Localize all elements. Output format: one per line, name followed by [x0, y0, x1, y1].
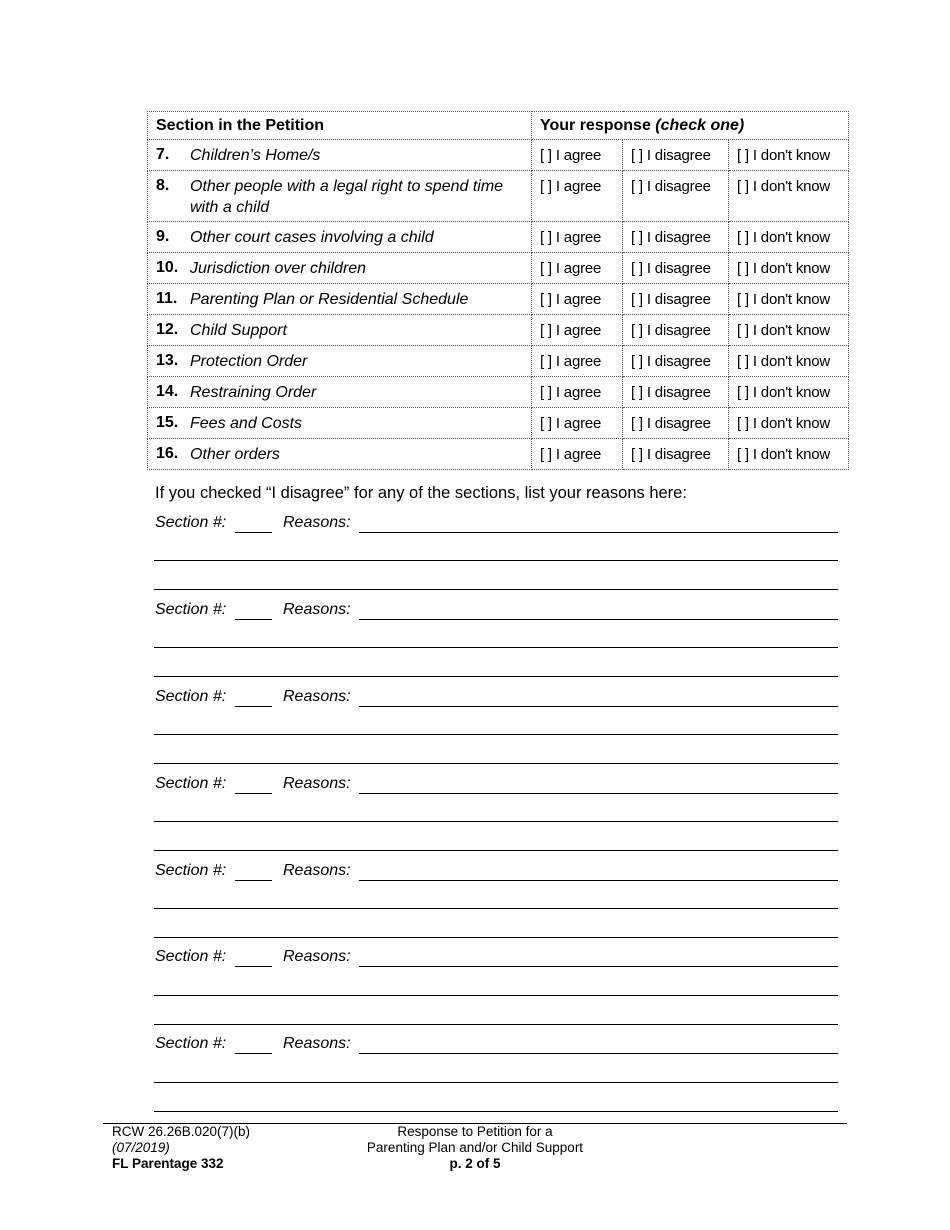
- dont-know-checkbox[interactable]: [ ] I don't know: [737, 322, 831, 339]
- disagree-checkbox[interactable]: [ ] I disagree: [631, 229, 711, 246]
- dont-know-checkbox[interactable]: [ ] I don't know: [737, 446, 831, 463]
- section-number-field[interactable]: [235, 604, 272, 620]
- reasons-label: Reasons:: [283, 1035, 351, 1052]
- section-title: Jurisdiction over children: [190, 260, 367, 277]
- sections-response-table: [147, 111, 849, 470]
- section-title: Children’s Home/s: [190, 147, 321, 164]
- disagree-checkbox[interactable]: [ ] I disagree: [631, 260, 711, 277]
- disagree-checkbox[interactable]: [ ] I disagree: [631, 446, 711, 463]
- disagree-checkbox[interactable]: [ ] I disagree: [631, 291, 711, 308]
- reasons-field[interactable]: [359, 517, 838, 533]
- agree-checkbox[interactable]: [ ] I agree: [540, 322, 602, 339]
- reasons-continuation-line[interactable]: [154, 574, 838, 590]
- footer-center: [345, 1124, 605, 1172]
- table-row: [148, 439, 849, 470]
- reasons-label: Reasons:: [283, 948, 351, 965]
- section-number: 7.: [156, 146, 170, 163]
- reasons-label: Reasons:: [283, 688, 351, 705]
- reasons-continuation-line[interactable]: [154, 1067, 838, 1083]
- reasons-continuation-line[interactable]: [154, 748, 838, 764]
- reasons-label: Reasons:: [283, 775, 351, 792]
- section-title: Other court cases involving a child: [190, 229, 434, 246]
- section-number-field[interactable]: [235, 691, 272, 707]
- reasons-continuation-line[interactable]: [154, 545, 838, 561]
- section-number-field[interactable]: [235, 1038, 272, 1054]
- reasons-field[interactable]: [359, 778, 838, 794]
- agree-checkbox[interactable]: [ ] I agree: [540, 446, 602, 463]
- footer-form-id: FL Parentage 332: [112, 1156, 224, 1171]
- section-number: 15.: [156, 414, 179, 431]
- table-row: [148, 315, 849, 346]
- agree-checkbox[interactable]: [ ] I agree: [540, 260, 602, 277]
- reasons-continuation-line[interactable]: [154, 806, 838, 822]
- section-title: Other people with a legal right to spend time with a child: [190, 178, 504, 216]
- section-number-field[interactable]: [235, 778, 272, 794]
- dont-know-checkbox[interactable]: [ ] I don't know: [737, 147, 831, 164]
- section-title: Restraining Order: [190, 384, 317, 401]
- table-row: [148, 408, 849, 439]
- agree-checkbox[interactable]: [ ] I agree: [540, 147, 602, 164]
- section-number: 12.: [156, 321, 179, 338]
- agree-checkbox[interactable]: [ ] I agree: [540, 291, 602, 308]
- reasons-continuation-line[interactable]: [154, 980, 838, 996]
- agree-checkbox[interactable]: [ ] I agree: [540, 178, 602, 195]
- reasons-label: Reasons:: [283, 514, 351, 531]
- footer-page-number: p. 2 of 5: [449, 1156, 501, 1171]
- dont-know-checkbox[interactable]: [ ] I don't know: [737, 353, 831, 370]
- section-title: Child Support: [190, 322, 287, 339]
- footer-title-line-1: Response to Petition for a: [397, 1124, 553, 1139]
- section-title: Protection Order: [190, 353, 308, 370]
- table-row: [148, 377, 849, 408]
- table-row: [148, 346, 849, 377]
- section-number-label: Section #:: [155, 862, 227, 879]
- dont-know-checkbox[interactable]: [ ] I don't know: [737, 260, 831, 277]
- section-number-label: Section #:: [155, 601, 227, 618]
- section-title: Fees and Costs: [190, 415, 303, 432]
- footer-date: (07/2019): [112, 1140, 170, 1155]
- section-number-field[interactable]: [235, 865, 272, 881]
- dont-know-checkbox[interactable]: [ ] I don't know: [737, 291, 831, 308]
- reasons-field[interactable]: [359, 1038, 838, 1054]
- agree-checkbox[interactable]: [ ] I agree: [540, 415, 602, 432]
- reasons-field[interactable]: [359, 604, 838, 620]
- dont-know-checkbox[interactable]: [ ] I don't know: [737, 229, 831, 246]
- section-number-label: Section #:: [155, 514, 227, 531]
- agree-checkbox[interactable]: [ ] I agree: [540, 229, 602, 246]
- footer-left: [112, 1124, 250, 1172]
- section-number-label: Section #:: [155, 1035, 227, 1052]
- section-number: 16.: [156, 445, 179, 462]
- section-number: 14.: [156, 383, 179, 400]
- footer-rcw: RCW 26.26B.020(7)(b): [112, 1124, 251, 1139]
- section-number: 11.: [156, 290, 178, 307]
- disagree-checkbox[interactable]: [ ] I disagree: [631, 322, 711, 339]
- reasons-continuation-line[interactable]: [154, 1009, 838, 1025]
- table-row: [148, 284, 849, 315]
- section-number: 9.: [156, 228, 170, 245]
- dont-know-checkbox[interactable]: [ ] I don't know: [737, 178, 831, 195]
- section-title: Other orders: [190, 446, 280, 463]
- reasons-continuation-line[interactable]: [154, 661, 838, 677]
- disagree-checkbox[interactable]: [ ] I disagree: [631, 353, 711, 370]
- table-row: [148, 171, 849, 222]
- section-number-field[interactable]: [235, 517, 272, 533]
- reasons-field[interactable]: [359, 951, 838, 967]
- section-number-label: Section #:: [155, 688, 227, 705]
- disagree-checkbox[interactable]: [ ] I disagree: [631, 415, 711, 432]
- response-column-header: Your response (check one): [532, 112, 849, 140]
- table-row: [148, 222, 849, 253]
- reasons-continuation-line[interactable]: [154, 719, 838, 735]
- disagree-checkbox[interactable]: [ ] I disagree: [631, 384, 711, 401]
- disagree-checkbox[interactable]: [ ] I disagree: [631, 178, 711, 195]
- reasons-field[interactable]: [359, 691, 838, 707]
- table-row: [148, 253, 849, 284]
- section-number-label: Section #:: [155, 948, 227, 965]
- dont-know-checkbox[interactable]: [ ] I don't know: [737, 384, 831, 401]
- reasons-continuation-line[interactable]: [154, 1096, 838, 1112]
- agree-checkbox[interactable]: [ ] I agree: [540, 353, 602, 370]
- reasons-continuation-line[interactable]: [154, 922, 838, 938]
- section-number: 13.: [156, 352, 179, 369]
- table-header-row: [148, 112, 849, 140]
- reasons-continuation-line[interactable]: [154, 835, 838, 851]
- reasons-continuation-line[interactable]: [154, 893, 838, 909]
- dont-know-checkbox[interactable]: [ ] I don't know: [737, 415, 831, 432]
- reasons-label: Reasons:: [283, 601, 351, 618]
- section-number: 8.: [156, 177, 170, 194]
- reasons-continuation-line[interactable]: [154, 632, 838, 648]
- reasons-intro: If you checked “I disagree” for any of the sections, list your reasons here:: [155, 484, 687, 502]
- section-column-header: Section in the Petition: [148, 112, 532, 140]
- reasons-field[interactable]: [359, 865, 838, 881]
- agree-checkbox[interactable]: [ ] I agree: [540, 384, 602, 401]
- reasons-label: Reasons:: [283, 862, 351, 879]
- section-number-field[interactable]: [235, 951, 272, 967]
- table-row: [148, 140, 849, 171]
- section-number: 10.: [156, 259, 179, 276]
- section-title: Parenting Plan or Residential Schedule: [190, 291, 469, 308]
- disagree-checkbox[interactable]: [ ] I disagree: [631, 147, 711, 164]
- section-number-label: Section #:: [155, 775, 227, 792]
- footer-title-line-2: Parenting Plan and/or Child Support: [366, 1140, 584, 1155]
